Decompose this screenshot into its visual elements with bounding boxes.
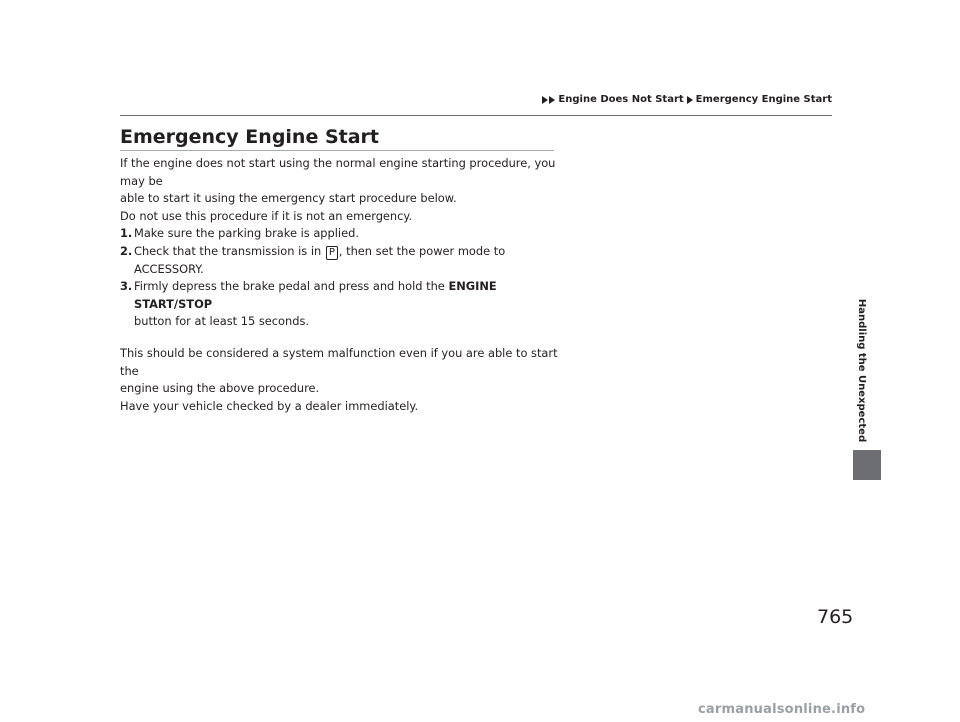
section-heading: Emergency Engine Start bbox=[120, 126, 379, 148]
step-text-post: button for at least 15 seconds. bbox=[134, 314, 310, 329]
step-number: 2. bbox=[120, 243, 133, 258]
intro-line: If the engine does not start using the normal engine starting procedure, you may be bbox=[120, 156, 556, 188]
park-position-key: P bbox=[326, 246, 338, 260]
header-divider bbox=[120, 115, 832, 116]
breadcrumb bbox=[542, 94, 832, 105]
step-number: 3. bbox=[120, 279, 133, 294]
step-text: Make sure the parking brake is applied. bbox=[134, 226, 359, 241]
step-text bbox=[134, 278, 560, 331]
closing-line: engine using the above procedure. bbox=[120, 381, 320, 396]
breadcrumb-item-emergency-engine-start[interactable]: Emergency Engine Start bbox=[695, 94, 832, 105]
step-number: 1. bbox=[120, 226, 133, 241]
arrow-right-icon bbox=[687, 96, 693, 104]
step-3 bbox=[120, 278, 560, 331]
heading-underline bbox=[120, 150, 554, 151]
double-arrow-icon bbox=[542, 96, 555, 104]
chapter-title: Handling the Unexpected bbox=[856, 298, 868, 442]
step-text bbox=[134, 243, 560, 278]
section-body bbox=[120, 155, 560, 415]
engine-start-stop-label: ENGINE START/STOP bbox=[134, 279, 497, 311]
closing-line: Have your vehicle checked by a dealer immediately. bbox=[120, 398, 419, 413]
watermark: carmanualsonline.info bbox=[698, 702, 866, 717]
intro-line: able to start it using the emergency start procedure below. bbox=[120, 191, 457, 206]
chapter-tab[interactable] bbox=[853, 450, 881, 480]
closing-line: This should be considered a system malfunction even if you are able to start the bbox=[120, 345, 558, 378]
page-number: 765 bbox=[817, 606, 854, 628]
step-text-pre: Check that the transmission is in bbox=[134, 243, 325, 258]
step-2 bbox=[120, 243, 560, 278]
step-text-pre: Firmly depress the brake pedal and press and hold the bbox=[134, 279, 449, 294]
step-1 bbox=[120, 225, 560, 243]
breadcrumb-item-engine-does-not-start[interactable]: Engine Does Not Start bbox=[558, 94, 684, 105]
step-text-post: , then set the power mode to ACCESSORY. bbox=[134, 243, 506, 276]
chapter-side-label bbox=[850, 290, 874, 450]
intro-line: Do not use this procedure if it is not an emergency. bbox=[120, 208, 413, 223]
